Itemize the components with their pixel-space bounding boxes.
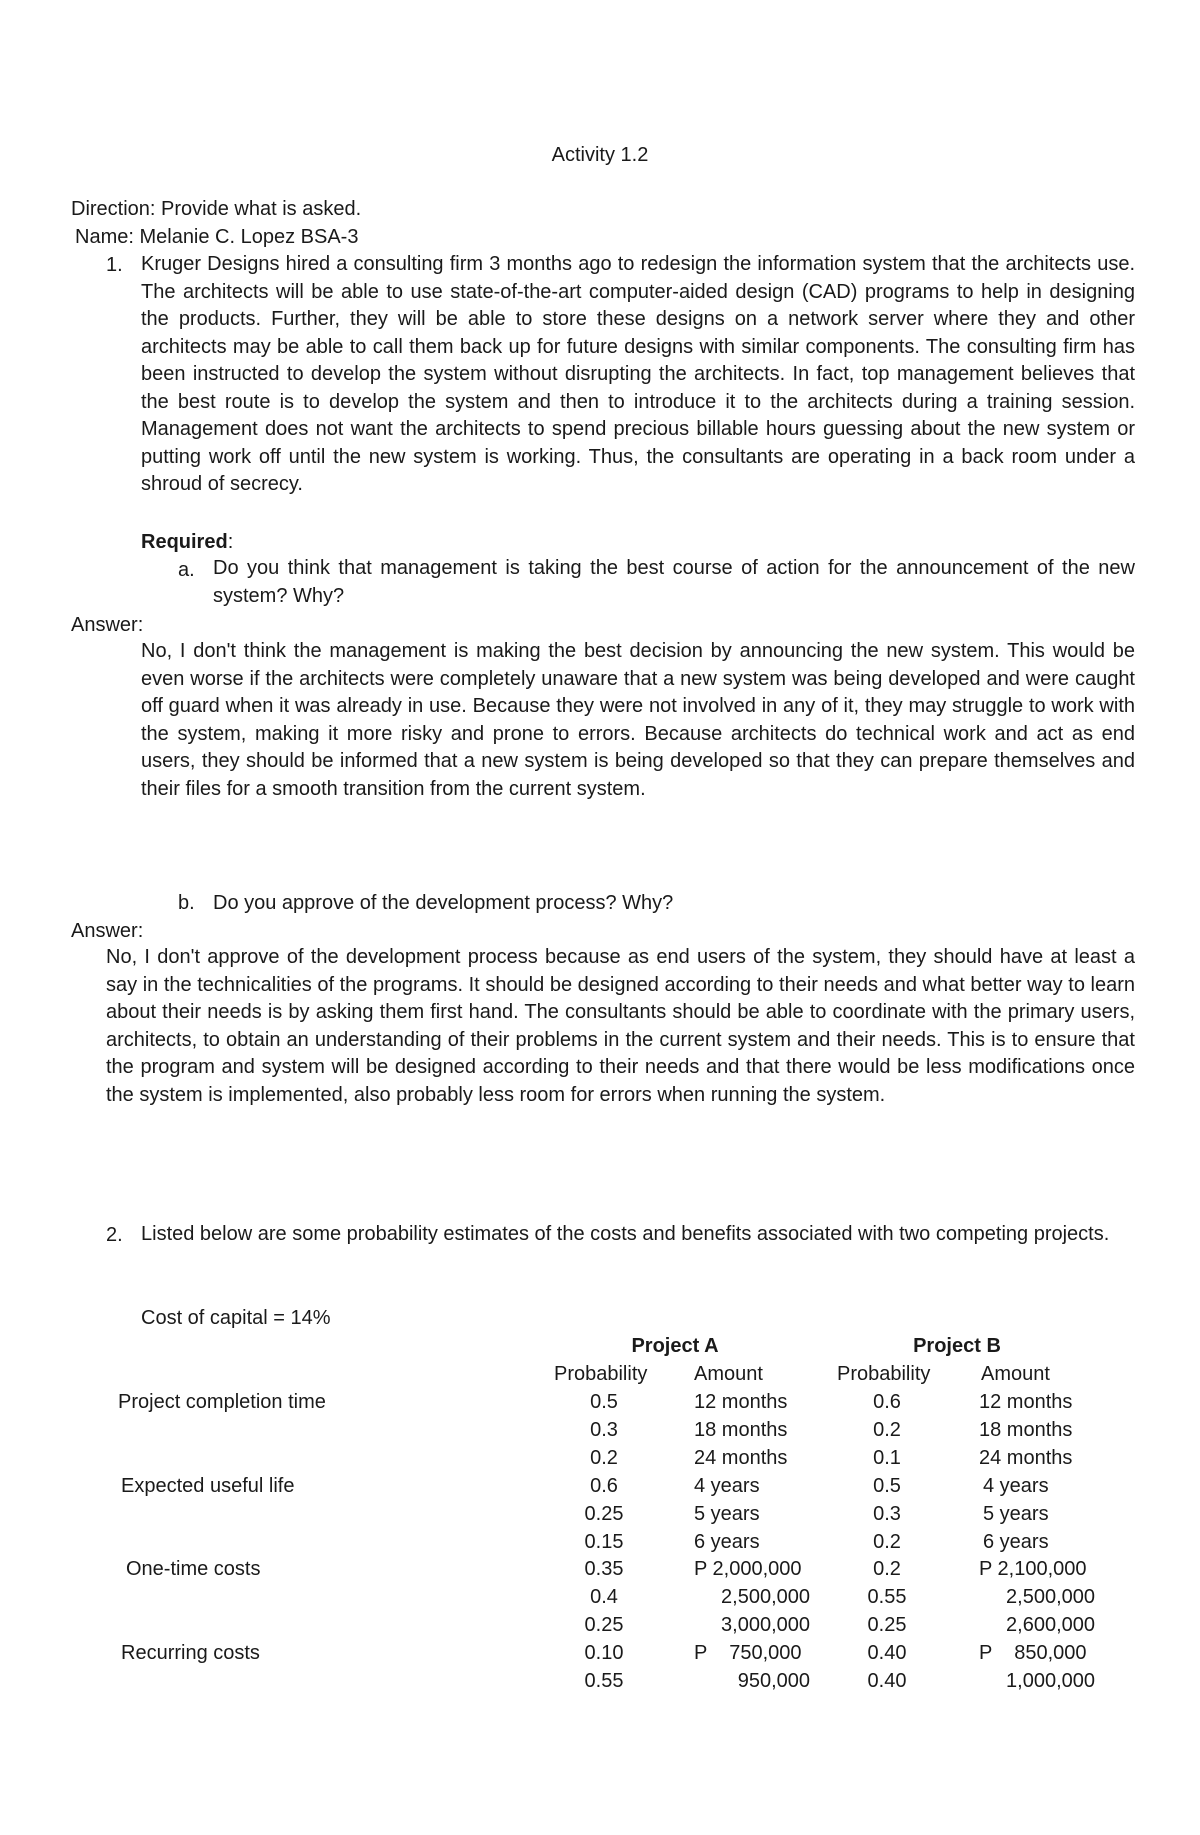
row-label: Expected useful life [121, 1475, 295, 1497]
project-a-amount: 2,500,000 [721, 1586, 810, 1608]
page-title: Activity 1.2 [551, 144, 649, 166]
direction-text: Direction: Provide what is asked. [71, 198, 362, 220]
project-b-probability: 0.25 [867, 1614, 907, 1636]
project-b-amount: 5 years [983, 1503, 1049, 1525]
project-a-amount: 5 years [694, 1503, 760, 1525]
project-a-probability: 0.3 [590, 1419, 618, 1441]
project-b-probability: 0.55 [867, 1586, 907, 1608]
question-2-text: Listed below are some probability estimates of the costs and benefits associated with two competing projects. [141, 1223, 1110, 1245]
question-2-number: 2. [106, 1224, 123, 1246]
answer-label-a: Answer: [71, 614, 144, 636]
project-b-amount: 24 months [979, 1447, 1073, 1469]
answer-1a-text: No, I don't think the management is making the best decision by announcing the new system. This would be even worse if the architects were completely unaware that a new system was being developed and were caught off guard when it was already in use. Because they were not involved in any of it, they may struggle to work with the system, making it more risky and prone to errors. Because architects do technical work and act as end users, they should be informed that a new system is being developed so that they can prepare themselves and their files for a smooth transition from the current system. [141, 640, 1135, 800]
question-1b-letter: b. [178, 892, 195, 914]
project-a-amount: 950,000 [737, 1670, 810, 1692]
row-label: One-time costs [126, 1558, 261, 1580]
question-1-text: Kruger Designs hired a consulting firm 3 months ago to redesign the information system that the architects use. The architects will be able to use state-of-the-art computer-aided design (CAD) programs to help in designing the products. Further, they will be able to store these designs on a network server where they and other architects may be able to call them back up for future designs with similar components. The consulting firm has been instructed to develop the system without disrupting the architects. In fact, top management believes that the best route is to develop the system and then to introduce it to the architects during a training session. Management does not want the architects to spend precious billable hours guessing about the new system or putting work off until the new system is working. Thus, the consultants are operating in a back room under a shroud of secrecy. [141, 253, 1135, 495]
project-b-probability: 0.1 [873, 1447, 901, 1469]
project-a-amount: 3,000,000 [721, 1614, 810, 1636]
project-a-heading: Project A [631, 1335, 719, 1357]
project-a-probability: 0.2 [590, 1447, 618, 1469]
project-b-amount: 12 months [979, 1391, 1073, 1413]
project-b-probability: 0.6 [873, 1391, 901, 1413]
project-a-amount-header: Amount [694, 1363, 763, 1385]
project-a-probability: 0.5 [590, 1391, 618, 1413]
project-b-probability: 0.40 [867, 1642, 907, 1664]
project-a-amount: 6 years [694, 1531, 760, 1553]
project-a-probability: 0.25 [584, 1614, 624, 1636]
project-b-probability-header: Probability [837, 1363, 931, 1385]
project-b-probability: 0.2 [873, 1558, 901, 1580]
row-label: Project completion time [118, 1391, 326, 1413]
project-b-probability: 0.3 [873, 1503, 901, 1525]
project-b-probability: 0.5 [873, 1475, 901, 1497]
question-1a-letter: a. [178, 559, 195, 581]
project-a-amount: 4 years [694, 1475, 760, 1497]
project-b-probability: 0.40 [867, 1670, 907, 1692]
project-b-amount: 1,000,000 [1006, 1670, 1095, 1692]
project-b-amount: 18 months [979, 1419, 1073, 1441]
project-a-probability-header: Probability [554, 1363, 648, 1385]
project-b-amount: 6 years [983, 1531, 1049, 1553]
question-1-number: 1. [106, 254, 123, 276]
project-a-probability: 0.6 [590, 1475, 618, 1497]
answer-label-b: Answer: [71, 920, 144, 942]
project-a-amount: 18 months [694, 1419, 788, 1441]
required-heading [141, 530, 233, 554]
project-a-probability: 0.10 [584, 1642, 624, 1664]
question-1a-text: Do you think that management is taking the best course of action for the announcement of the new system? Why? [213, 557, 1135, 607]
row-label: Recurring costs [121, 1642, 260, 1664]
project-b-amount: P 2,100,000 [979, 1558, 1087, 1580]
required-label: Required [141, 531, 228, 553]
project-b-amount: 4 years [983, 1475, 1049, 1497]
question-1b-text: Do you approve of the development process? Why? [213, 892, 674, 914]
answer-1b-text: No, I don't approve of the development process because as end users of the system, they should have at least a say in the technicalities of the programs. It should be designed according to their needs and what better way to learn about their needs is by asking them first hand. The consultants should be able to coordinate with the primary users, architects, to obtain an understanding of their problems in the current system and their needs. This is to ensure that the program and system will be designed according to their needs and that there would be less modifications once the system is implemented, also probably less room for errors when running the system. [106, 946, 1135, 1106]
project-b-amount: P 850,000 [979, 1642, 1087, 1664]
project-a-probability: 0.4 [590, 1586, 618, 1608]
project-b-probability: 0.2 [873, 1531, 901, 1553]
project-a-amount: P 750,000 [694, 1642, 802, 1664]
cost-of-capital: Cost of capital = 14% [141, 1307, 331, 1329]
project-b-heading: Project B [913, 1335, 1001, 1357]
project-a-probability: 0.55 [584, 1670, 624, 1692]
project-a-probability: 0.35 [584, 1558, 624, 1580]
project-a-probability: 0.25 [584, 1503, 624, 1525]
project-a-amount: P 2,000,000 [694, 1558, 802, 1580]
project-a-probability: 0.15 [584, 1531, 624, 1553]
project-b-amount: 2,600,000 [1006, 1614, 1095, 1636]
student-name: Name: Melanie C. Lopez BSA-3 [75, 226, 359, 248]
project-a-amount: 12 months [694, 1391, 788, 1413]
required-colon: : [227, 531, 234, 553]
project-b-amount: 2,500,000 [1006, 1586, 1095, 1608]
project-b-amount-header: Amount [981, 1363, 1050, 1385]
project-b-probability: 0.2 [873, 1419, 901, 1441]
project-a-amount: 24 months [694, 1447, 788, 1469]
